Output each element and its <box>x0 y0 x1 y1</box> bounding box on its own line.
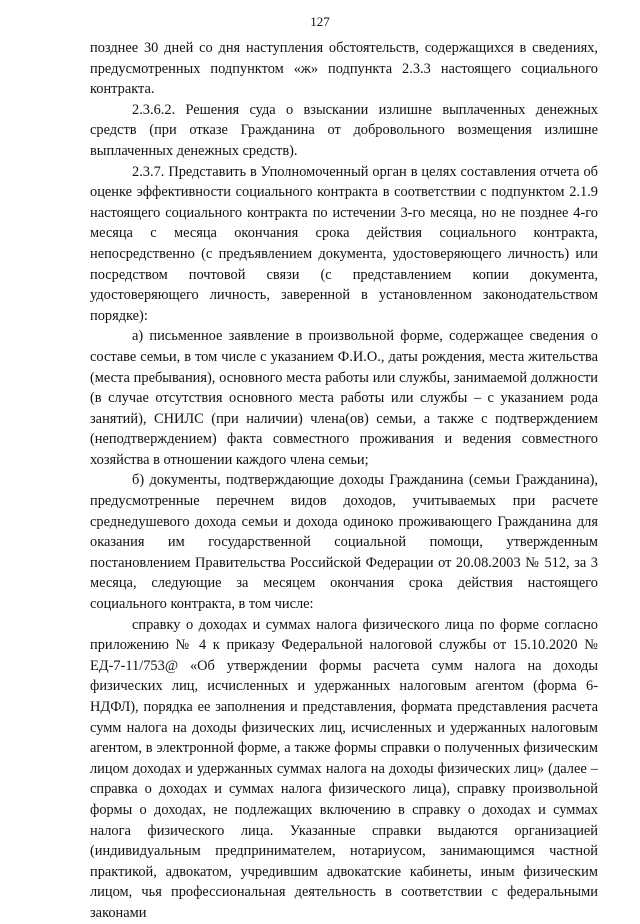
paragraph-item-a: а) письменное заявление в произвольной форме, содержащее сведения о составе семьи, в том числе с указанием Ф.И.О., даты рождения, места жительства (места пребывания), основного места работы или службы, занимаемой должности (в случае отсутствия основного места работы или службы – с указанием рода занятий), СНИЛС (при наличии) члена(ов) семьи, а также с подтверждением (неподтверждением) факта совместного проживания и ведения совместного хозяйства в отношении каждого члена семьи; <box>90 328 598 468</box>
paragraph-2-3-6-2: 2.3.6.2. Решения суда о взыскании излишне выплаченных денежных средств (при отказе Гражданина от добровольного возмещения излишне выплаченных денежных средств). <box>90 101 598 159</box>
document-body <box>90 38 598 924</box>
paragraph-item-b: б) документы, подтверждающие доходы Гражданина (семьи Гражданина), предусмотренные перечнем видов доходов, учитываемых при расчете среднедушевого дохода семьи и дохода одиноко проживающего Гражданина для оказания им государственной социальной помощи, утвержденным постановлением Правительства Российской Федерации от 20.08.2003 № 512, за 3 месяца, следующие за месяцем окончания срока действия настоящего социального контракта, в том числе: <box>90 472 598 613</box>
paragraph-income-certificate: справку о доходах и суммах налога физического лица по форме согласно приложению № 4 к приказу Федеральной налоговой службы от 15.10.2020 № ЕД-7-11/753@ «Об утверждении формы расчета сумм налога на доходы физических лиц, исчисленных и удержанных налоговым агентом (форма 6-НДФЛ), порядка ее заполнения и представления, формата представления расчета сумм налога на доходы физических лиц, исчисленных и удержанных налоговым агентом, в электронной форме, а также формы справки о полученных физическим лицом доходах и удержанных суммах налога на доходы физических лиц» (далее – справка о доходах и суммах налога физического лица), справку произвольной формы о доходах, не подлежащих включению в справку о доходах и суммах налога физического лица. Указанные справки выдаются организацией (индивидуальным предпринимателем, нотариусом, занимающимся частной практикой, адвокатом, учредившим адвокатские кабинеты, иным физическим лицом, чья профессиональная деятельность в соответствии с федеральными законами <box>90 616 598 921</box>
page-number: 127 <box>310 14 330 29</box>
paragraph-2-3-7: 2.3.7. Представить в Уполномоченный орган в целях составления отчета об оценке эффективности социального контракта в соответствии с подпунктом 2.1.9 настоящего социального контракта по истечении 3-го месяца, но не позднее 4-го месяца с месяца окончания срока действия социального контракта, непосредственно (с предъявлением документа, удостоверяющего личность) или посредством почтовой связи (с представлением копии документа, удостоверяющего личность, заверенной в установленном законодательством порядке): <box>90 163 598 324</box>
paragraph-continuation: позднее 30 дней со дня наступления обстоятельств, содержащихся в сведениях, предусмотренных подпунктом «ж» подпункта 2.3.3 настоящего социального контракта. <box>90 40 598 98</box>
